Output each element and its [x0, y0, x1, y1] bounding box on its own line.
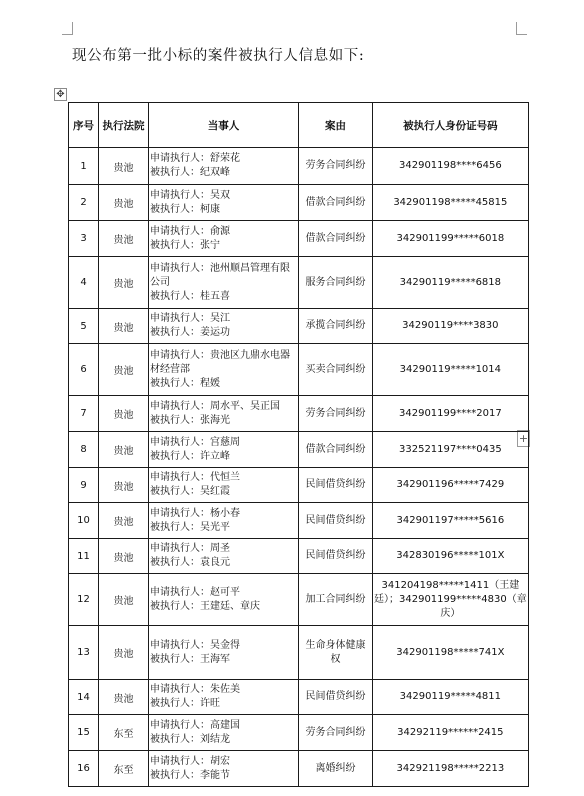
id-line: 廷）；342901199*****4830（章	[374, 593, 527, 605]
row-id-number: 34290119*****4811	[373, 680, 529, 715]
row-parties	[149, 503, 299, 539]
header-number: 序号	[69, 103, 99, 148]
table-row	[69, 751, 529, 787]
row-number: 12	[69, 574, 99, 626]
row-id-number: 34290119*****6818	[373, 257, 529, 309]
table-header-row	[69, 103, 529, 148]
row-parties	[149, 626, 299, 680]
row-id-number: 34292119******2415	[373, 715, 529, 751]
row-id-number: 342901197*****5616	[373, 503, 529, 539]
row-id-number: 342830196*****101X	[373, 539, 529, 574]
row-court: 贵池	[99, 539, 149, 574]
row-id-number: 342901198*****741X	[373, 626, 529, 680]
table-row	[69, 344, 529, 396]
row-court: 贵池	[99, 309, 149, 344]
applicant: 申请执行人：池州顺昌管理有限	[150, 262, 290, 274]
document-heading: 现公布第一批小标的案件被执行人信息如下:	[72, 48, 365, 64]
row-court: 贵池	[99, 185, 149, 221]
row-parties	[149, 396, 299, 432]
cases-table	[68, 102, 529, 787]
row-number: 6	[69, 344, 99, 396]
row-cause: 加工合同纠纷	[299, 574, 373, 626]
table-row	[69, 185, 529, 221]
row-number: 7	[69, 396, 99, 432]
table-row	[69, 539, 529, 574]
row-cause: 借款合同纠纷	[299, 221, 373, 257]
row-parties	[149, 751, 299, 787]
row-court: 贵池	[99, 257, 149, 309]
table-row	[69, 432, 529, 468]
applicant: 申请执行人：朱佐美	[150, 684, 240, 695]
row-parties	[149, 432, 299, 468]
table-row	[69, 221, 529, 257]
row-parties	[149, 468, 299, 503]
applicant-continued: 材经营部	[150, 363, 190, 375]
applicant: 申请执行人：胡宏	[150, 755, 230, 767]
row-id-number: 342901199*****6018	[373, 221, 529, 257]
table-row	[69, 626, 529, 680]
table-row	[69, 574, 529, 626]
table-row	[69, 148, 529, 185]
applicant: 申请执行人：舒荣花	[150, 153, 240, 164]
respondent: 被执行人：许立峰	[150, 450, 230, 462]
cause-line: 生命身体健康	[305, 639, 366, 651]
id-line: 341204198*****1411（王建	[381, 579, 520, 591]
row-cause: 离婚纠纷	[299, 751, 373, 787]
cause-line: 权	[330, 653, 341, 665]
row-number: 14	[69, 680, 99, 715]
row-number: 4	[69, 257, 99, 309]
row-number: 10	[69, 503, 99, 539]
row-id-number: 34290119*****1014	[373, 344, 529, 396]
row-cause: 承揽合同纠纷	[299, 309, 373, 344]
applicant: 申请执行人：周圣	[150, 543, 230, 554]
respondent: 被执行人：吴红霞	[150, 486, 230, 497]
row-cause	[299, 626, 373, 680]
row-cause: 民间借贷纠纷	[299, 503, 373, 539]
row-parties	[149, 309, 299, 344]
table-row	[69, 503, 529, 539]
row-id-number: 34290119****3830	[373, 309, 529, 344]
respondent: 被执行人：柯康	[150, 203, 220, 215]
respondent: 被执行人：许旺	[150, 698, 220, 709]
page-corner-mark-right	[516, 22, 527, 35]
header-parties: 当事人	[149, 103, 299, 148]
table-row	[69, 257, 529, 309]
id-line: 庆）	[440, 607, 461, 619]
respondent: 被执行人：桂五喜	[150, 290, 230, 302]
row-court: 贵池	[99, 626, 149, 680]
row-court: 贵池	[99, 574, 149, 626]
row-court: 东至	[99, 751, 149, 787]
row-parties	[149, 715, 299, 751]
row-cause: 民间借贷纠纷	[299, 539, 373, 574]
table-row	[69, 468, 529, 503]
applicant: 申请执行人：吴江	[150, 313, 230, 324]
row-court: 贵池	[99, 432, 149, 468]
row-id-number: 332521197****0435	[373, 432, 529, 468]
row-number: 8	[69, 432, 99, 468]
row-parties	[149, 148, 299, 185]
header-id-number: 被执行人身份证号码	[373, 103, 529, 148]
respondent: 被执行人：王海军	[150, 653, 230, 665]
respondent: 被执行人：吴光平	[150, 521, 230, 533]
row-parties	[149, 680, 299, 715]
row-id-number	[373, 574, 529, 626]
applicant: 申请执行人：吴金得	[150, 639, 240, 651]
row-number: 2	[69, 185, 99, 221]
row-number: 1	[69, 148, 99, 185]
row-parties	[149, 221, 299, 257]
move-arrows-icon[interactable]: ✥	[54, 88, 67, 101]
applicant: 申请执行人：杨小春	[150, 507, 240, 519]
row-cause: 民间借贷纠纷	[299, 468, 373, 503]
row-parties	[149, 344, 299, 396]
row-number: 16	[69, 751, 99, 787]
row-number: 11	[69, 539, 99, 574]
row-parties	[149, 257, 299, 309]
row-number: 3	[69, 221, 99, 257]
row-parties	[149, 539, 299, 574]
applicant: 申请执行人：吴双	[150, 189, 230, 201]
respondent: 被执行人：程媛	[150, 377, 220, 389]
row-court: 贵池	[99, 396, 149, 432]
applicant: 申请执行人：赵可平	[150, 586, 240, 598]
row-cause: 服务合同纠纷	[299, 257, 373, 309]
respondent: 被执行人：姜运功	[150, 327, 230, 338]
row-court: 贵池	[99, 148, 149, 185]
row-parties	[149, 185, 299, 221]
row-court: 贵池	[99, 503, 149, 539]
applicant: 申请执行人：高建国	[150, 719, 240, 731]
table-row	[69, 396, 529, 432]
row-id-number: 342921198*****2213	[373, 751, 529, 787]
row-number: 9	[69, 468, 99, 503]
applicant-continued: 公司	[150, 276, 170, 288]
row-court: 贵池	[99, 221, 149, 257]
table-row	[69, 680, 529, 715]
row-number: 13	[69, 626, 99, 680]
page-corner-mark-left	[62, 22, 73, 35]
applicant: 申请执行人：俞源	[150, 225, 230, 237]
row-id-number: 342901198****6456	[373, 148, 529, 185]
row-court: 东至	[99, 715, 149, 751]
row-court: 贵池	[99, 344, 149, 396]
table-row	[69, 309, 529, 344]
row-cause: 买卖合同纠纷	[299, 344, 373, 396]
respondent: 被执行人：刘结龙	[150, 733, 230, 745]
plus-icon[interactable]: +	[518, 432, 529, 445]
row-parties	[149, 574, 299, 626]
row-cause: 劳务合同纠纷	[299, 715, 373, 751]
row-number: 15	[69, 715, 99, 751]
row-court: 贵池	[99, 680, 149, 715]
row-court: 贵池	[99, 468, 149, 503]
row-cause: 借款合同纠纷	[299, 432, 373, 468]
row-cause: 劳务合同纠纷	[299, 396, 373, 432]
header-cause: 案由	[299, 103, 373, 148]
row-cause: 借款合同纠纷	[299, 185, 373, 221]
row-number: 5	[69, 309, 99, 344]
row-id-number: 342901199****2017	[373, 396, 529, 432]
respondent: 被执行人：李能节	[150, 769, 230, 781]
row-cause: 民间借贷纠纷	[299, 680, 373, 715]
header-court: 执行法院	[99, 103, 149, 148]
respondent: 被执行人：张海光	[150, 414, 230, 426]
applicant: 申请执行人：周水平、吴正国	[150, 400, 280, 412]
row-cause: 劳务合同纠纷	[299, 148, 373, 185]
applicant: 申请执行人：宫慈周	[150, 436, 240, 448]
applicant: 申请执行人：代恒兰	[150, 472, 240, 483]
row-id-number: 342901196*****7429	[373, 468, 529, 503]
row-id-number: 342901198*****45815	[373, 185, 529, 221]
table-row	[69, 715, 529, 751]
applicant: 申请执行人：贵池区九鼎水电器	[150, 349, 290, 361]
respondent: 被执行人：纪双峰	[150, 167, 230, 178]
respondent: 被执行人：王建廷、章庆	[150, 600, 260, 612]
respondent: 被执行人：袁良元	[150, 557, 230, 568]
respondent: 被执行人：张宁	[150, 239, 220, 251]
